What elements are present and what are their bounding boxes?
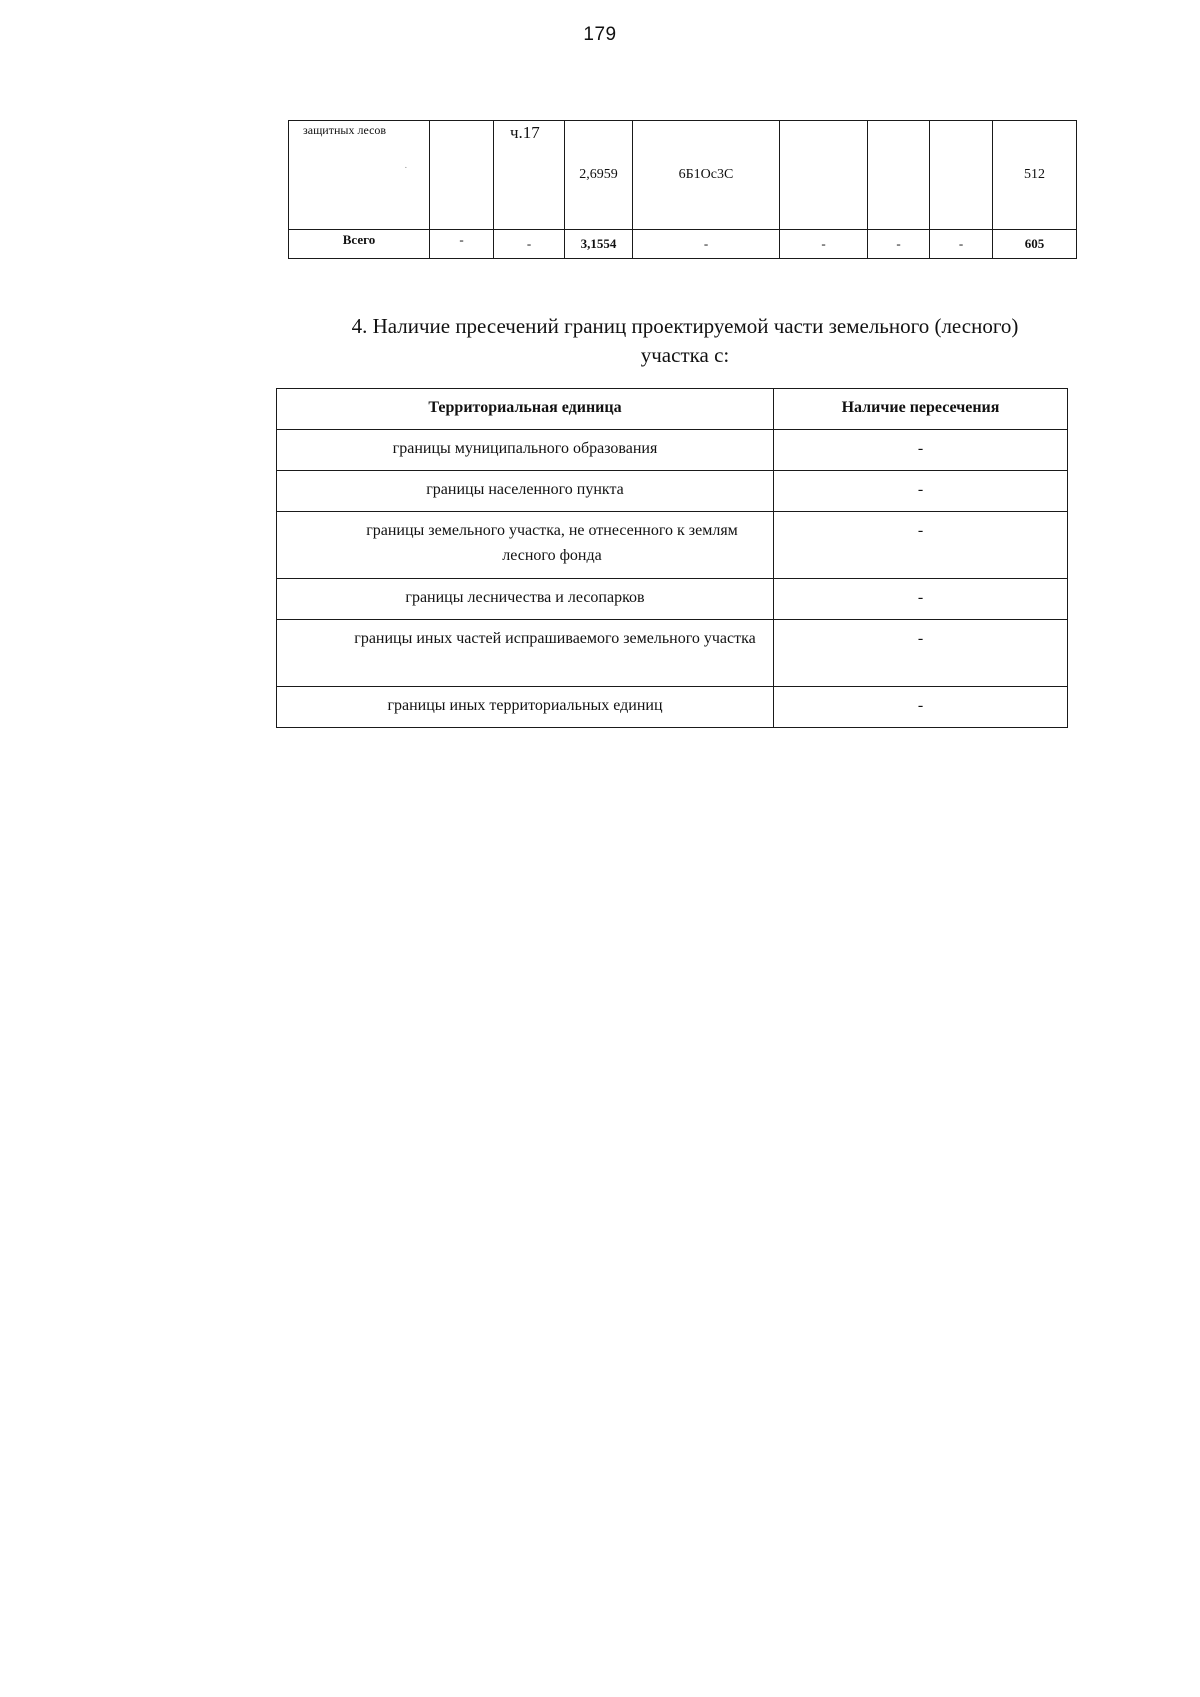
page-number: 179: [583, 24, 617, 45]
territorial-unit: границы иных территориальных единиц: [277, 687, 774, 728]
table-row: [277, 430, 1068, 471]
intersection-presence: -: [774, 471, 1068, 512]
intersections-table: [276, 388, 1068, 728]
stray-mark: .: [404, 160, 407, 170]
territorial-unit: границы лесничества и лесопарков: [277, 579, 774, 620]
intersection-presence: -: [774, 687, 1068, 728]
column-header-presence: Наличие пересечения: [774, 389, 1068, 430]
table-row: [277, 620, 1068, 687]
total-value: 605: [993, 230, 1077, 259]
empty-cell: [430, 121, 494, 230]
column-header-unit: Территориальная единица: [277, 389, 774, 430]
table-row: [277, 512, 1068, 579]
total-dash: -: [430, 230, 494, 259]
section-code-cell: ч.17: [494, 121, 565, 230]
table-header-row: [277, 389, 1068, 430]
table-row: [289, 121, 1077, 230]
section-heading-line1: 4. Наличие пресечений границ проектируемой части земельного (лесного): [351, 314, 1019, 338]
intersection-presence: -: [774, 620, 1068, 687]
intersection-presence: -: [774, 512, 1068, 579]
composition-cell: 6Б1Ос3С: [633, 121, 780, 230]
territorial-unit: границы иных частей испрашиваемого земельного участка: [277, 620, 774, 687]
intersection-presence: -: [774, 430, 1068, 471]
area-cell: 2,6959: [565, 121, 633, 230]
territorial-unit: границы муниципального образования: [277, 430, 774, 471]
forest-category-cell: [289, 121, 430, 230]
total-dash: -: [930, 230, 993, 259]
section-heading: [310, 312, 1060, 370]
total-dash: -: [633, 230, 780, 259]
total-dash: -: [868, 230, 930, 259]
table-row: [277, 687, 1068, 728]
table-row: [277, 579, 1068, 620]
empty-cell: [868, 121, 930, 230]
total-row: [289, 230, 1077, 259]
total-dash: -: [780, 230, 868, 259]
section-heading-line2: участка с:: [640, 343, 730, 367]
empty-cell: [930, 121, 993, 230]
total-label: Всего: [289, 230, 430, 259]
intersection-presence: -: [774, 579, 1068, 620]
forest-table: [288, 120, 1077, 259]
total-area: 3,1554: [565, 230, 633, 259]
value-cell: 512: [993, 121, 1077, 230]
total-dash: -: [494, 230, 565, 259]
forest-category-name: защитных лесов: [303, 123, 387, 137]
empty-cell: [780, 121, 868, 230]
territorial-unit: границы земельного участка, не отнесенного к землям лесного фонда: [277, 512, 774, 579]
table-row: [277, 471, 1068, 512]
territorial-unit: границы населенного пункта: [277, 471, 774, 512]
